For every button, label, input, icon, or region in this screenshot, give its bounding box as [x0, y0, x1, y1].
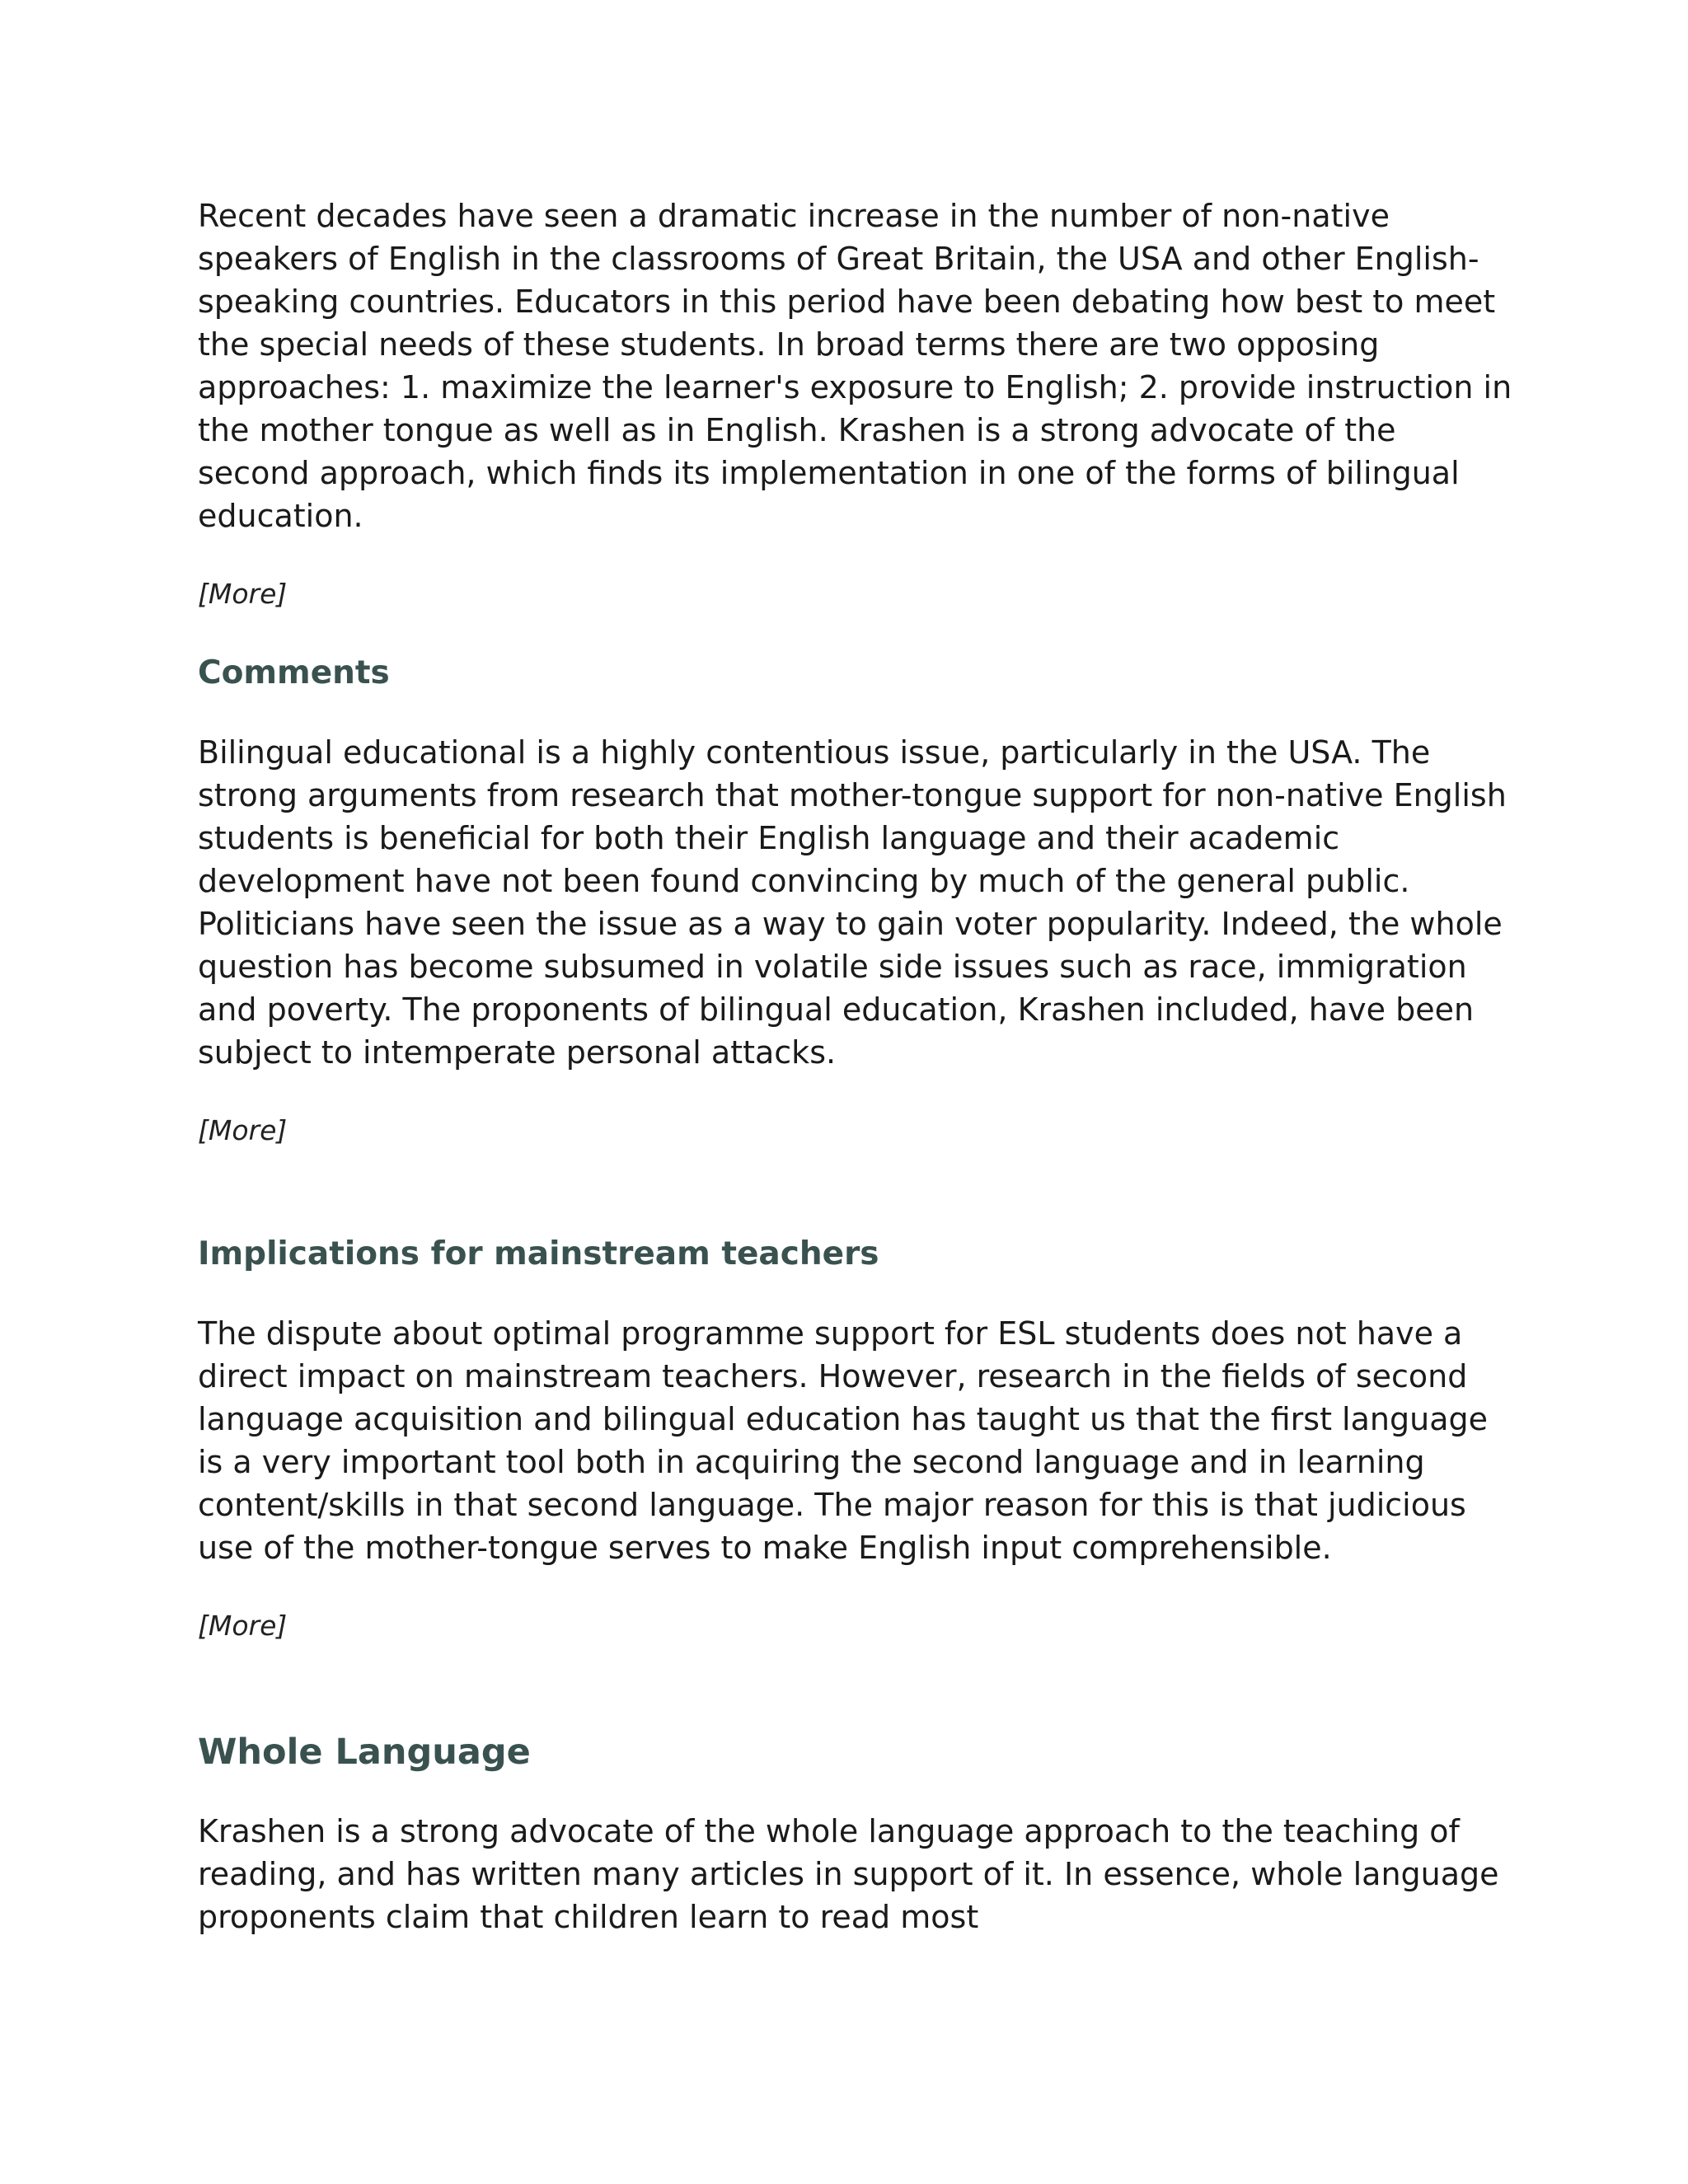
whole-language-paragraph: Krashen is a strong advocate of the whole language approach to the teaching of reading, and has written many articles in support of it. In essence, whole language proponents claim that children learn to read most — [198, 1813, 1499, 1935]
comments-heading: Comments — [198, 654, 390, 691]
implications-paragraph: The dispute about optimal programme support for ESL students does not have a direct impact on mainstream teachers. However, research in the fields of second language acquisition and bilingual education has taught us that the first language is a very important tool both in acquiring the second language and in learning content/skills in that second language. The major reason for this is that judicious use of the mother-tongue serves to make English input comprehensible. — [198, 1315, 1488, 1566]
implications-heading: Implications for mainstream teachers — [198, 1235, 879, 1272]
intro-section — [198, 194, 1517, 613]
more-link[interactable]: [More] — [198, 1114, 288, 1146]
more-link[interactable]: [More] — [198, 578, 288, 610]
comments-section — [198, 652, 1517, 1150]
comments-paragraph: Bilingual educational is a highly contentious issue, particularly in the USA. The strong arguments from research that mother-tongue support for non-native English students is beneficial for both their English language and their academic development have not been found convincing by much of the general public. Politicians have seen the issue as a way to gain voter popularity. Indeed, the whole question has become subsumed in volatile side issues such as race, immigration and poverty. The proponents of bilingual education, Krashen included, have been subject to intemperate personal attacks. — [198, 734, 1507, 1071]
more-link[interactable]: [More] — [198, 1610, 288, 1642]
whole-language-heading: Whole Language — [198, 1732, 531, 1773]
whole-language-section — [198, 1729, 1517, 1938]
intro-paragraph: Recent decades have seen a dramatic increase in the number of non-native speakers of English in the classrooms of Great Britain, the USA and other English-speaking countries. Educators in this period have been debating how best to meet the special needs of these students. In broad terms there are two opposing approaches: 1. maximize the learner's exposure to English; 2. provide instruction in the mother tongue as well as in English. Krashen is a strong advocate of the second approach, which finds its implementation in one of the forms of bilingual education. — [198, 198, 1512, 534]
implications-section — [198, 1233, 1517, 1645]
